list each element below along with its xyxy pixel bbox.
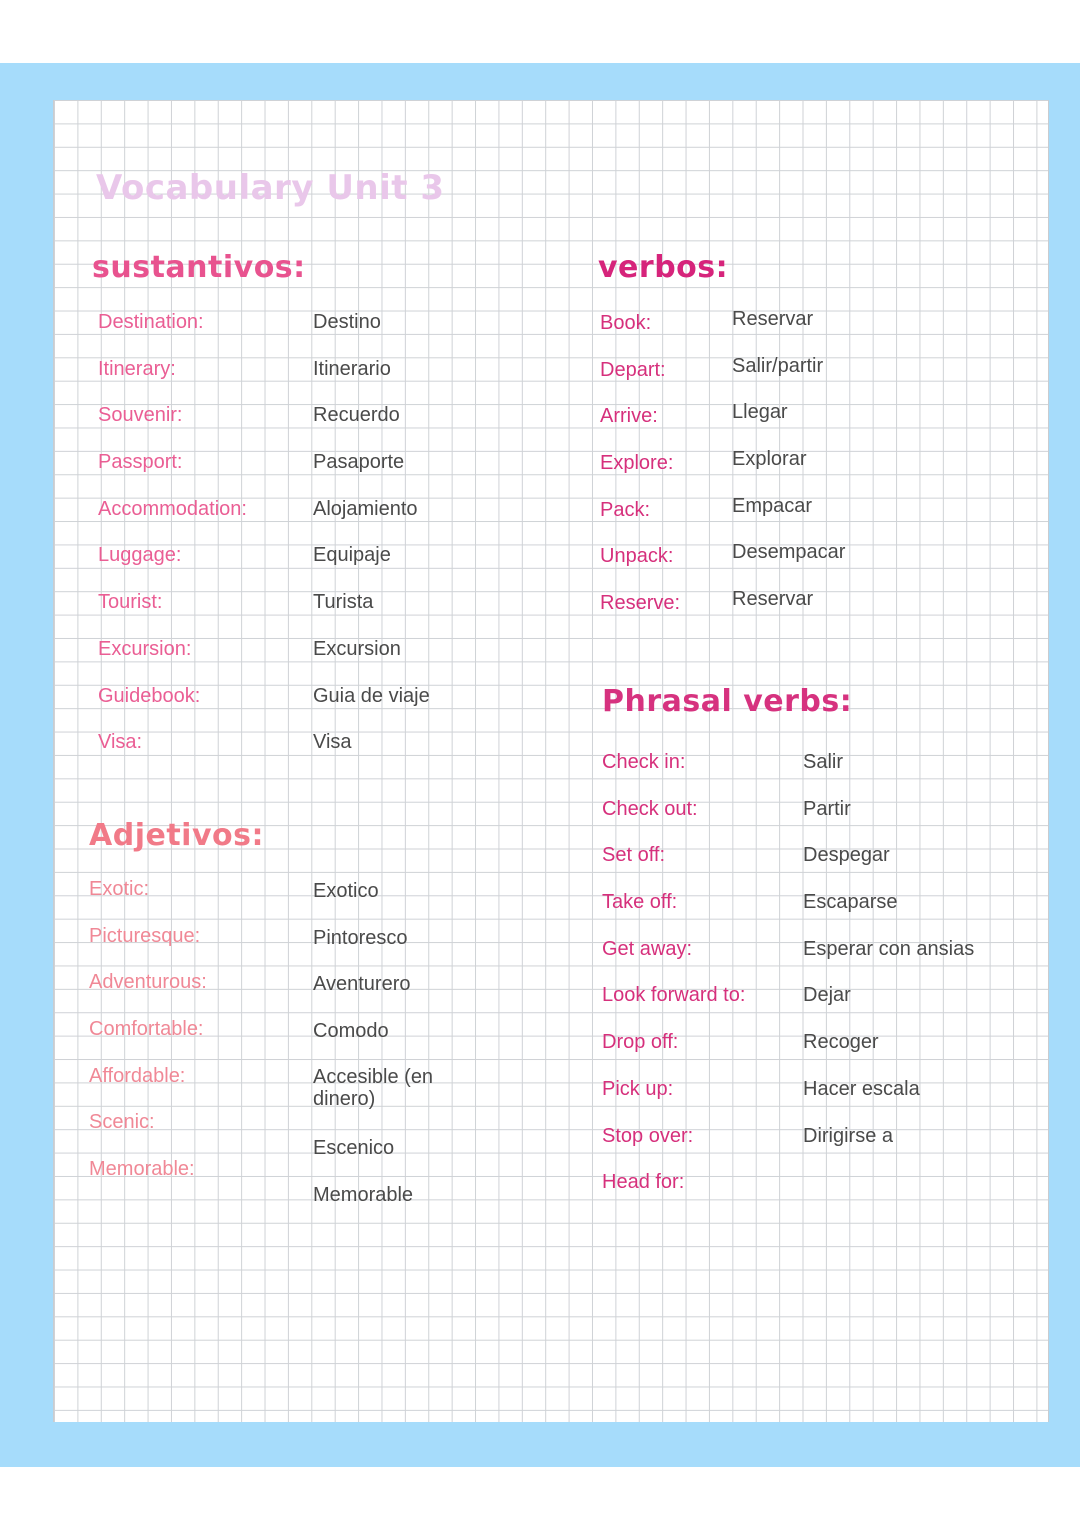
phrasal-verb-es: Escaparse [803,891,898,913]
sustantivo-en: Luggage: [98,544,182,566]
verbo-es: Reservar [732,588,814,610]
adjetivo-en: Exotic: [89,878,150,900]
verbo-en: Unpack: [600,545,674,567]
phrasal-verb-es: Hacer escala [803,1078,920,1100]
verbo-en: Arrive: [600,405,658,427]
adjetivo-es: Aventurero [313,973,411,995]
sustantivo-es: Alojamiento [313,498,418,520]
adjetivo-es: Comodo [313,1020,389,1042]
phrasal-verb-es: Dirigirse a [803,1125,894,1147]
adjetivo-en: Affordable: [89,1065,186,1087]
adjetivo-es: Exotico [313,880,379,902]
adjetivo-en: Picturesque: [89,925,201,947]
phrasal-verb-en: Check in: [602,751,686,773]
phrasal-verb-en: Take off: [602,891,678,913]
phrasal-verb-en: Check out: [602,798,698,820]
adjetivo-es: Memorable [313,1184,414,1206]
verbo-es: Reservar [732,308,814,330]
adjetivo-es: Escenico [313,1137,395,1159]
grid-paper [53,100,1049,1422]
phrasal-verb-es: Dejar [803,984,851,1006]
verbo-en: Reserve: [600,592,681,614]
phrasal-verb-es: Partir [803,798,851,820]
sustantivo-en: Guidebook: [98,685,201,707]
verbo-en: Explore: [600,452,674,474]
sustantivo-es: Destino [313,311,381,333]
sustantivo-en: Itinerary: [98,358,176,380]
phrasal-verb-es: Salir [803,751,844,773]
verbos-heading: verbos: [598,250,729,285]
adjetivo-en: Adventurous: [89,971,207,993]
phrasal-verb-en: Get away: [602,938,693,960]
phrasal-verb-es: Recoger [803,1031,879,1053]
phrasal-verb-en: Head for: [602,1171,685,1193]
phrasal-verb-en: Drop off: [602,1031,679,1053]
sustantivo-en: Passport: [98,451,183,473]
sustantivo-es: Visa [313,731,352,753]
phrasal-verbs-heading: Phrasal verbs: [602,684,853,719]
page-title: Vocabulary Unit 3 [96,168,445,208]
verbo-en: Depart: [600,359,666,381]
sustantivos-heading: sustantivos: [92,250,306,285]
phrasal-verb-en: Set off: [602,844,666,866]
sustantivo-es: Recuerdo [313,404,400,426]
sustantivo-es: Guia de viaje [313,685,430,707]
verbo-es: Llegar [732,401,788,423]
sustantivo-en: Souvenir: [98,404,183,426]
sustantivo-en: Visa: [98,731,143,753]
sustantivo-en: Destination: [98,311,204,333]
adjetivo-en: Scenic: [89,1111,155,1133]
adjetivo-en: Memorable: [89,1158,195,1180]
phrasal-verb-en: Look forward to: [602,984,746,1006]
verbo-es: Explorar [732,448,807,470]
adjetivo-es: Pintoresco [313,927,408,949]
adjetivo-en: Comfortable: [89,1018,204,1040]
phrasal-verb-en: Stop over: [602,1125,694,1147]
sustantivo-es: Pasaporte [313,451,405,473]
verbo-en: Pack: [600,499,651,521]
phrasal-verb-en: Pick up: [602,1078,674,1100]
verbo-es: Empacar [732,495,813,517]
adjetivos-heading: Adjetivos: [89,818,264,853]
verbo-es: Desempacar [732,541,846,563]
sustantivo-en: Accommodation: [98,498,247,520]
verbo-en: Book: [600,312,652,334]
sustantivo-es: Turista [313,591,374,613]
phrasal-verb-es: Despegar [803,844,890,866]
sustantivo-en: Excursion: [98,638,192,660]
sustantivo-es: Excursion [313,638,401,660]
sustantivo-en: Tourist: [98,591,163,613]
verbo-es: Salir/partir [732,355,824,377]
sustantivo-es: Equipaje [313,544,391,566]
phrasal-verb-es: Esperar con ansias [803,938,975,960]
sustantivo-es: Itinerario [313,358,391,380]
adjetivo-es: Accesible (en dinero) [313,1066,434,1110]
